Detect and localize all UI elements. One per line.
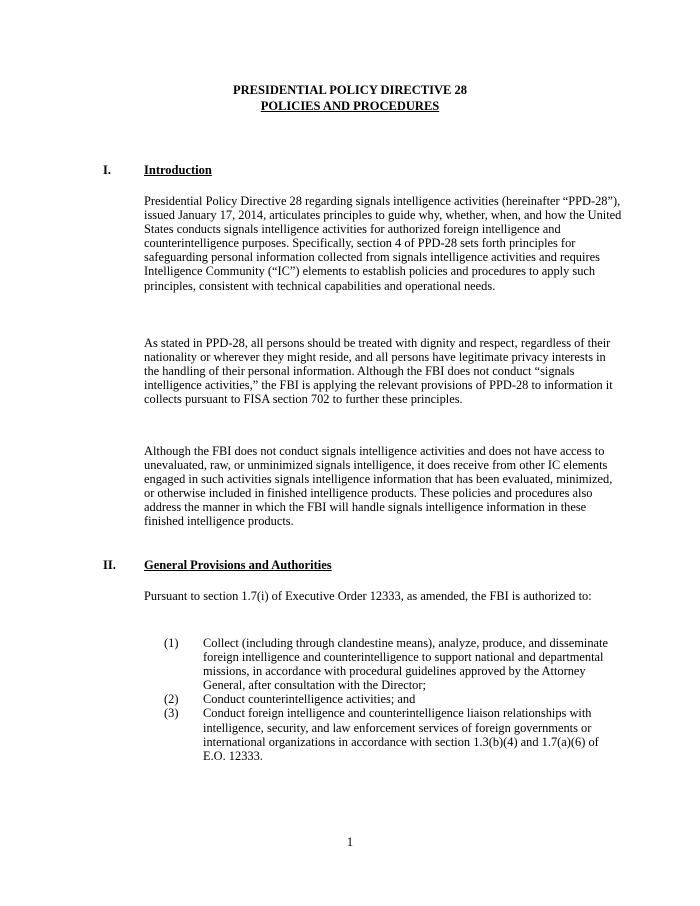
list-item-text: Conduct counterintelligence activities; and bbox=[203, 692, 416, 707]
section-title: General Provisions and Authorities bbox=[144, 558, 332, 572]
page-number: 1 bbox=[346, 835, 354, 849]
document-title bbox=[0, 82, 700, 114]
section-number: II. bbox=[103, 558, 116, 572]
list-item-text: Collect (including through clandestine means), analyze, produce, and disseminate foreign intelligence and counterintelligence to support national and departmental missions, in accordance with procedural guidelines approved by the Attorney General, after consultation with the Director; bbox=[203, 636, 608, 693]
paragraph: Pursuant to section 1.7(i) of Executive Order 12333, as amended, the FBI is authorized to: bbox=[144, 589, 592, 603]
list-item bbox=[164, 636, 624, 692]
section-number: I. bbox=[103, 163, 111, 177]
section-heading-general-provisions bbox=[103, 557, 332, 573]
section-title: Introduction bbox=[144, 163, 212, 177]
list-item-text: Conduct foreign intelligence and counterintelligence liaison relationships with intelligence, security, and law enforcement services of foreign governments or international organizations in accordance with section 1.3(b)(4) and 1.7(a)(6) of E.O. 12333. bbox=[203, 706, 599, 763]
authority-list bbox=[164, 636, 624, 763]
paragraph: Presidential Policy Directive 28 regarding signals intelligence activities (hereinafter “PPD-28”), issued January 17, 2014, articulates principles to guide why, whether, when, and how the United States conducts signals intelligence activities for authorized foreign intelligence and counterintelligence purposes. Specifically, section 4 of PPD-28 sets forth principles for safeguarding personal information collected from signals intelligence activities and requires Intelligence Community (“IC”) elements to establish policies and procedures to apply such principles, consistent with technical capabilities and operational needs. bbox=[144, 194, 622, 293]
title-line-1: PRESIDENTIAL POLICY DIRECTIVE 28 bbox=[233, 83, 467, 97]
list-item-number: (1) bbox=[164, 636, 179, 650]
list-item bbox=[164, 692, 624, 706]
paragraph: As stated in PPD-28, all persons should be treated with dignity and respect, regardless of their nationality or wherever they might reside, and all persons have legitimate privacy interests in the handling of their personal information. Although the FBI does not conduct “signals intelligence activities,” the FBI is applying the relevant provisions of PPD-28 to information it collects pursuant to FISA section 702 to further these principles. bbox=[144, 336, 613, 407]
paragraph: Although the FBI does not conduct signals intelligence activities and does not have access to unevaluated, raw, or unminimized signals intelligence, it does receive from other IC elements engaged in such activities signals intelligence information that has been evaluated, minimized, or otherwise included in finished intelligence products. These policies and procedures also address the manner in which the FBI will handle signals intelligence information in these finished intelligence products. bbox=[144, 444, 613, 529]
list-item-number: (3) bbox=[164, 706, 179, 721]
list-item-number: (2) bbox=[164, 692, 179, 707]
list-item bbox=[164, 706, 624, 762]
title-line-2: POLICIES AND PROCEDURES bbox=[260, 99, 440, 113]
section-heading-introduction bbox=[103, 162, 212, 178]
